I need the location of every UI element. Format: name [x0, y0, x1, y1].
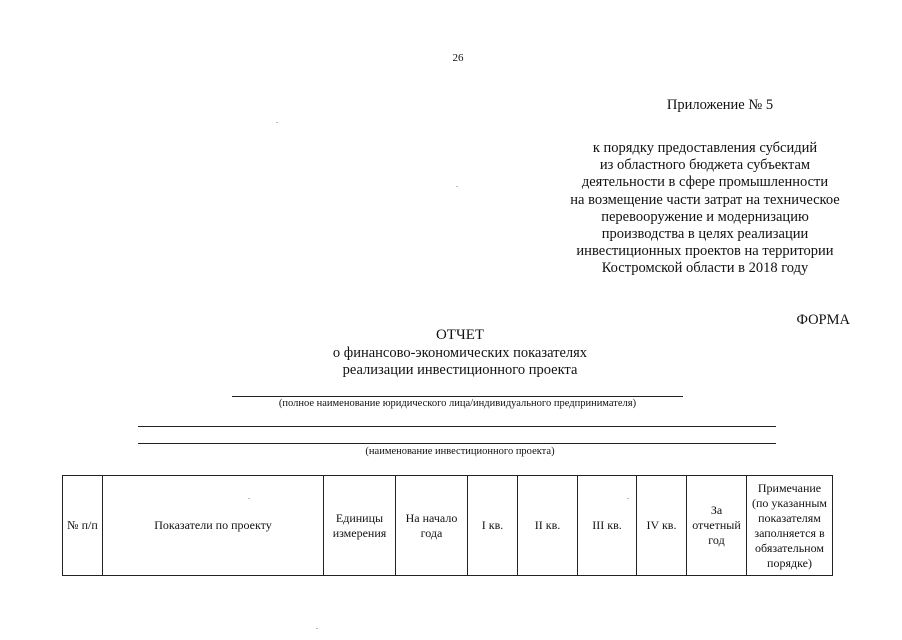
- scan-speck: [248, 498, 250, 499]
- col-header-number: № п/п: [63, 476, 103, 576]
- appendix-description: [545, 140, 865, 278]
- col-header-q1: I кв.: [468, 476, 518, 576]
- appendix-description-line: на возмещение части затрат на техническое: [570, 191, 840, 208]
- legal-entity-fill-line: [232, 396, 683, 397]
- report-table: [62, 475, 833, 576]
- appendix-description-line: из областного бюджета субъектам: [599, 157, 811, 174]
- col-header-reporting-year: За отчетный год: [687, 476, 747, 576]
- scan-speck: [316, 628, 318, 629]
- project-caption: (наименование инвестиционного проекта): [365, 446, 555, 457]
- col-header-q2: II кв.: [518, 476, 578, 576]
- appendix-description-line: производства в целях реализации: [601, 226, 809, 243]
- appendix-description-line: перевооружение и модернизацию: [601, 208, 809, 225]
- scan-speck: [456, 186, 458, 187]
- appendix-description-line: Костромской области в 2018 году: [601, 260, 809, 277]
- report-subtitle-line: о финансово-экономических показателях: [332, 345, 588, 361]
- project-fill-line: [138, 443, 776, 444]
- report-subtitle: [260, 345, 660, 379]
- col-header-year-start: На начало года: [396, 476, 468, 576]
- scan-speck: [276, 122, 278, 123]
- scan-speck: [627, 498, 629, 499]
- col-header-units: Единицы измерения: [324, 476, 396, 576]
- appendix-description-line: деятельности в сфере промышленности: [581, 174, 829, 191]
- page-number: 26: [452, 52, 464, 64]
- appendix-title: Приложение № 5: [666, 97, 774, 113]
- table-header-row: [63, 476, 833, 576]
- form-label: ФОРМА: [796, 312, 850, 328]
- appendix-description-line: инвестиционных проектов на территории: [576, 243, 834, 260]
- legal-entity-caption: (полное наименование юридического лица/индивидуального предпринимателя): [278, 398, 637, 409]
- col-header-indicators: Показатели по проекту: [103, 476, 324, 576]
- report-title: ОТЧЕТ: [435, 327, 485, 343]
- col-header-notes: Примечание (по указанным показателям заполняется в обязательном порядке): [747, 476, 833, 576]
- col-header-q3: III кв.: [578, 476, 637, 576]
- appendix-description-line: к порядку предоставления субсидий: [592, 140, 818, 156]
- report-subtitle-line: реализации инвестиционного проекта: [342, 362, 578, 378]
- project-fill-line: [138, 426, 776, 427]
- col-header-q4: IV кв.: [637, 476, 687, 576]
